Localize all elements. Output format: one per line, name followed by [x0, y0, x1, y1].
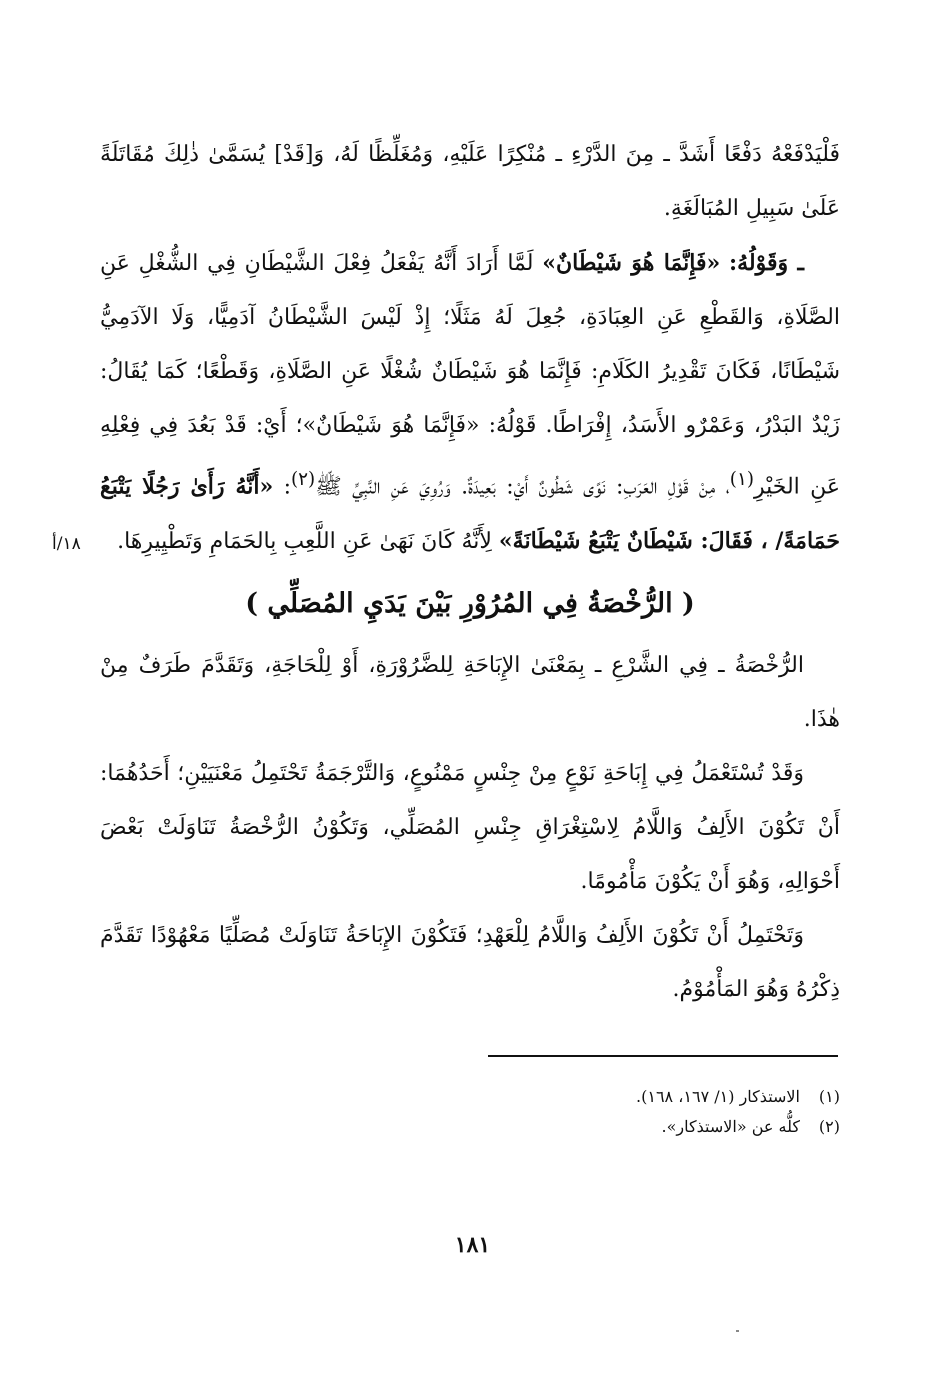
footnotes — [100, 1082, 840, 1142]
footnote-separator — [488, 1055, 838, 1057]
footnote-text: كلُّه عن «الاستذكار». — [661, 1117, 800, 1136]
paragraph-2-text-b: ، مِنْ قَوْلِ العَرَبِ: نَوًى شَطُونٌ أَيْ: بَعِيدَةٌ. وَرُوِيَ عَنِ النَّبِيِّ ﷺ — [315, 474, 730, 500]
footnote-ref-2: (٢) — [291, 469, 316, 490]
manuscript-folio-note: ١٨/أ — [52, 534, 81, 554]
footnote-number: (١) — [818, 1087, 840, 1106]
section-heading: ( الرُّخْصَةُ فِي المُرُوْرِ بَيْنَ يَدَيِ المُصَلِّي ) — [245, 588, 695, 620]
paragraph-2-text-a: لَمَّا أَرَادَ أَنَّهُ يَفْعَلُ فِعْلَ الشَّيْطَانِ فِي الشُّغْلِ عَنِ الصَّلَاةِ، وَالقَطْعِ عَنِ العِبَادَةِ، جُعِلَ لَهُ مَثَلًا؛ إِذْ لَيْسَ الشَّيْطَانُ آدَمِيًّا، وَلَا الآدَمِيُّ شَيْطَانًا، فَكَانَ تَقْدِيرُ الكَلَامِ: فَإِنَّمَا هُوَ شَيْطَانٌ شُغْلًا عَنِ الصَّلَاةِ، وَقَطْعًا؛ كَمَا يُقَالُ: زَيْدٌ البَدْرُ، وَعَمْرٌو الأَسَدُ، إِفْرَاطًا. قَوْلُهُ: «فَإِنَّمَا هُوَ شَيْطَانٌ»؛ أَيْ: قَدْ بَعُدَ فِي فِعْلِهِ عَنِ الخَيْرِ — [100, 251, 840, 500]
hadith-quote-2: «أَنَّهُ رَأَىٰ رَجُلًا يَتْبَعُ حَمَامَةً/ ، فَقَالَ: شَيْطَانٌ يَتْبَعُ شَيْطَانَةً» — [100, 473, 840, 555]
paragraph-2 — [100, 236, 840, 569]
footnote-ref-1: (١) — [729, 469, 754, 490]
hadith-quote: «فَإِنَّمَا هُوَ شَيْطَانٌ» — [542, 250, 721, 276]
paragraph-5: وَتَحْتَمِلُ أَنْ تَكُوْنَ الأَلِفُ وَاللَّامُ لِلْعَهْدِ؛ فَتَكُوْنَ الإِبَاحَةُ تَنَاوَلَتْ مُصَلِّيًا مَعْهُوْدًا تَقَدَّمَ ذِكْرُهُ وَهُوَ المَأْمُوْمُ. — [100, 923, 840, 1003]
paragraph-2-text-c: : — [283, 474, 292, 500]
paragraph-2-lead: ـ وَقَوْلُهُ: — [729, 250, 804, 276]
paragraph-4: وَقَدْ تُسْتَعْمَلُ فِي إِبَاحَةِ نَوْعٍ مِنْ جِنْسٍ مَمْنُوعٍ، وَالتَّرْجَمَةُ تَحْتَمِلُ مَعْنَيَيْنِ؛ أَحَدُهُمَا: أَنْ تَكُوْنَ الأَلِفُ وَاللَّامُ لِاسْتِغْرَاقِ جِنْسِ المُصَلِّي، وَتَكُوْنُ الرُّخْصَةُ تَنَاوَلَتْ بَعْضَ أَحْوَالِهِ، وَهُوَ أَنْ يَكُوْنَ مَأْمُومًا. — [100, 761, 840, 895]
paragraph-3: الرُّخْصَةُ ـ فِي الشَّرْعِ ـ بِمَعْنَىٰ الإِبَاحَةِ لِلضَّرُوْرَةِ، أَوْ لِلْحَاجَةِ، وَتَقَدَّمَ طَرَفٌ مِنْ هٰذَا. — [100, 653, 840, 733]
footnote-number: (٢) — [818, 1117, 840, 1136]
footnote-1 — [100, 1082, 840, 1112]
footnote-2 — [100, 1112, 840, 1142]
scan-speck — [736, 1330, 739, 1332]
main-text — [100, 128, 840, 1017]
page-number: ١٨١ — [454, 1232, 491, 1258]
paragraph-1: فَلْيَدْفَعْهُ دَفْعًا أَشَدَّ ـ مِنَ الدَّرْءِ ـ مُنْكِرًا عَلَيْهِ، وَمُغَلِّظًا لَهُ، وَ[قَدْ] يُسَمَّىٰ ذٰلِكَ مُقَاتَلَةً عَلَىٰ سَبِيلِ المُبَالَغَةِ. — [100, 142, 840, 221]
paragraph-2-text-d: لِأَنَّهُ كَانَ نَهَىٰ عَنِ اللَّعِبِ بِالحَمَامِ وَتَطْيِيرِهَا. — [117, 529, 492, 555]
footnote-text: الاستذكار (١/ ١٦٧، ١٦٨). — [636, 1087, 800, 1106]
